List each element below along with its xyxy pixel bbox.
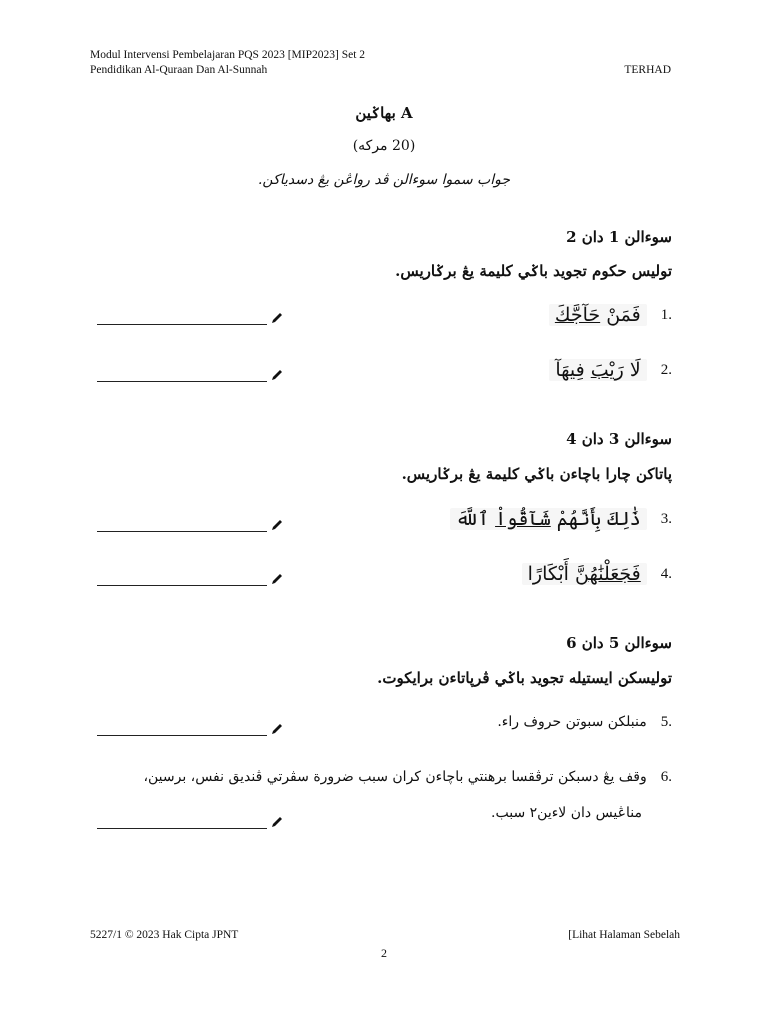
section-title: بهاݢين A (355, 104, 413, 122)
question-item-1 (549, 298, 672, 332)
underlined-word: رَيْبَ (590, 359, 624, 381)
pencil-icon (270, 311, 284, 325)
question-number: 6. (660, 768, 672, 785)
pencil-icon (270, 722, 284, 736)
pencil-icon (270, 518, 284, 532)
footer-copyright: 5227/1 © 2023 Hak Cipta JPNT (90, 929, 239, 941)
question-text: منبلكن سبوتن حروف راء. (497, 714, 647, 730)
answer-line-3[interactable] (97, 518, 284, 532)
pencil-icon (270, 572, 284, 586)
answer-line-5[interactable] (97, 722, 284, 736)
question-number: 3. (660, 510, 672, 527)
underlined-word: شَآقُّواْ (495, 508, 551, 530)
question-group-title: سوءالن 1 دان 2 (566, 228, 672, 246)
question-group-title: سوءالن 3 دان 4 (566, 430, 672, 448)
question-item-3 (450, 502, 672, 536)
section-marks: (20 مركه) (352, 138, 416, 154)
question-instruction: توليس حكوم تجويد باݢي كليمة يڠ برݢاريس. (395, 262, 672, 280)
question-group-title: سوءالن 5 دان 6 (566, 634, 672, 652)
underlined-word: حَآجَّكَ (554, 304, 601, 326)
header-classification: TERHAD (624, 64, 671, 76)
answer-line-6[interactable] (97, 815, 284, 829)
footer-next-page: [Lihat Halaman Sebelah (568, 929, 680, 941)
question-item-2 (549, 353, 672, 387)
question-number: 4. (660, 565, 672, 582)
quran-phrase: لَا رَيْبَ فِيهَآ (549, 359, 646, 381)
section-instruction: جواب سموا سوءالن ڤد رواڠن يڠ دسدياكن. (257, 172, 511, 188)
question-instruction: توليسكن ايستيله تجويد باݢي ڤرڽاتاءن برايكوت. (377, 669, 672, 687)
underlined-word: فَجَعَلْنَٰهُنَّ (574, 563, 641, 585)
question-number: 1. (660, 306, 672, 323)
header-subject: Pendidikan Al-Quraan Dan Al-Sunnah (90, 64, 268, 76)
answer-line-4[interactable] (97, 572, 284, 586)
header-module-title: Modul Intervensi Pembelajaran PQS 2023 [MIP2023] Set 2 (90, 49, 366, 61)
question-item-4 (522, 557, 672, 591)
question-text-line-1: وقف يڠ دسبكن ترڤقسا برهنتي باچاءن كران سبب ضرورة سڤرتي ڤنديق نفس، برسين، (143, 769, 647, 785)
answer-line-2[interactable] (97, 368, 284, 382)
quran-phrase: ذَٰلِكَ بِأَنَّهُمْ شَآقُّواْ ٱللَّهَ (450, 508, 647, 530)
question-instruction: ڽاتاكن چارا باچاءن باݢي كليمة يڠ برݢاريس. (401, 465, 672, 483)
pencil-icon (270, 368, 284, 382)
page-number: 2 (381, 946, 387, 960)
quran-phrase: فَمَنْ حَآجَّكَ (549, 304, 647, 326)
quran-phrase: فَجَعَلْنَٰهُنَّ أَبْكَارًا (522, 563, 647, 585)
question-item-5 (497, 705, 672, 739)
question-number: 2. (660, 361, 672, 378)
answer-line-1[interactable] (97, 311, 284, 325)
question-text-line-2: مناڠيس دان لاءين٢ سبب. (491, 805, 642, 821)
pencil-icon (270, 815, 284, 829)
question-number: 5. (660, 713, 672, 730)
